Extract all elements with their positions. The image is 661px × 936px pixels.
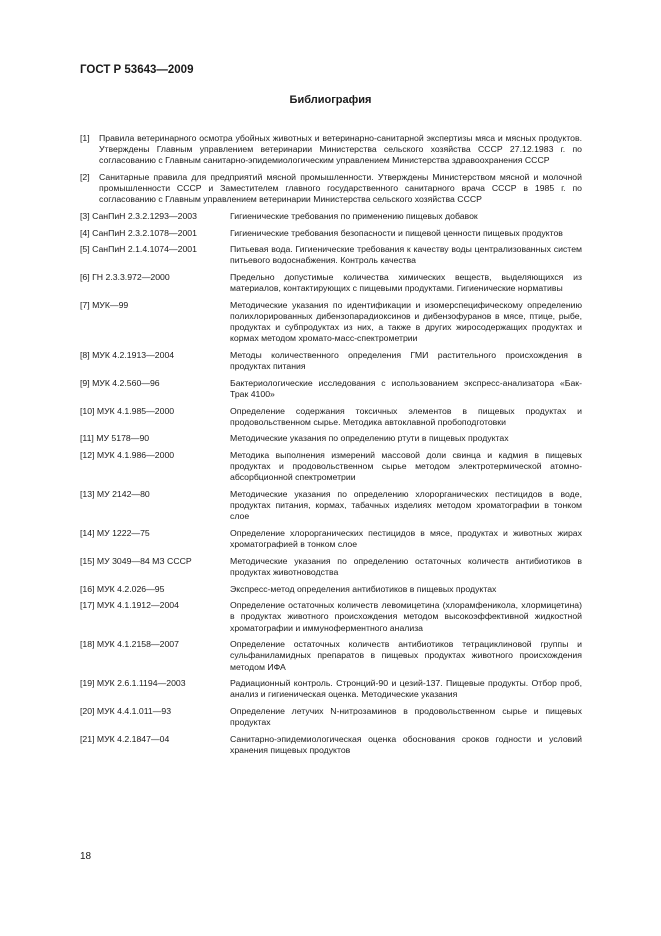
- entry-text: Предельно допустимые количества химических веществ, выделяющихся из материалов, контактирующих с пищевыми продуктами. Гигиенические нормативы: [230, 271, 582, 294]
- bibliography-entry: [80, 350, 582, 372]
- entry-text: Питьевая вода. Гигиенические требования к качеству воды централизованных систем питьевого водоснабжения. Контроль качества: [230, 244, 582, 266]
- entry-text: Гигиенические требования по применению пищевых добавок: [230, 211, 478, 221]
- entry-code: [9] МУК 4.2.560—96: [80, 377, 160, 388]
- entry-number: [1]: [80, 133, 90, 143]
- entry-text: Санитарные правила для предприятий мясной промышленности. Утверждены Министерством мясной и молочной промышленности СССР и Заместителем главного государственного санитарного врача СССР в 1985 г. по согласованию с Главным управлением ветеринарии Министерства сельского хозяйства СССР: [99, 172, 582, 205]
- entry-code: [20] МУК 4.4.1.011—93: [80, 705, 172, 716]
- bibliography-entry: [80, 433, 582, 444]
- bibliography-entry: [80, 228, 582, 239]
- bibliography-entry: [80, 489, 582, 523]
- bibliography-entry: [80, 639, 582, 673]
- bibliography-entry: [80, 406, 582, 428]
- entry-code: [3] СанПиН 2.3.2.1293—2003: [80, 211, 197, 221]
- bibliography-entry: [80, 678, 582, 700]
- bibliography-entry: [80, 600, 582, 634]
- entry-code: [11] МУ 5178—90: [80, 433, 150, 444]
- entry-text: Методические указания по идентификации и изомерспецифическому определению полихлорированных дибензопарадиоксинов и дибензофуранов в мясе, птице, рыбе, продуктах и субпродуктах из них, а также в других жиросодержащих продуктах и кормах методом хромато-масс-спектрометрии: [230, 299, 582, 344]
- entry-text: Определение содержания токсичных элементов в пищевых продуктах и продовольственном сырье. Методика автоклавной пробоподготовки: [230, 405, 582, 427]
- page-number: 18: [80, 851, 92, 862]
- entry-code: [15] МУ 3049—84 МЗ СССР: [80, 555, 192, 566]
- entry-number: [2]: [80, 172, 90, 182]
- entry-code: [14] МУ 1222—75: [80, 527, 150, 538]
- entry-code: [16] МУК 4.2.026—95: [80, 583, 165, 594]
- bibliography-entry: [80, 706, 582, 728]
- document-header: ГОСТ Р 53643—2009: [80, 64, 194, 76]
- bibliography-entry: [80, 734, 582, 756]
- bibliography-entry: [80, 244, 582, 266]
- entry-code: [12] МУК 4.1.986—2000: [80, 449, 175, 460]
- entry-code: [17] МУК 4.1.1912—2004: [80, 600, 179, 611]
- bibliography-entry: [80, 300, 582, 345]
- entry-code: [13] МУ 2142—80: [80, 488, 150, 499]
- entry-text: Бактериологические исследования с использованием экспресс-анализатора «Бак-Трак 4100»: [230, 377, 582, 399]
- entry-text: Методика выполнения измерений массовой доли свинца и кадмия в пищевых продуктах и продовольственном сырье методом электротермической атомно-абсорбционной спектрометрии: [230, 449, 582, 483]
- entry-code: [18] МУК 4.1.2158—2007: [80, 639, 179, 650]
- entry-text: Определение летучих N-нитрозаминов в продовольственном сырье и пищевых продуктах: [230, 705, 582, 728]
- entry-text: Радиационный контроль. Стронций-90 и цезий-137. Пищевые продукты. Отбор проб, анализ и гигиеническая оценка. Методические указания: [230, 678, 582, 700]
- entry-text: Определение остаточных количеств антибиотиков тетрациклиновой группы и сульфаниламидных препаратов в пищевых продуктах животного происхождения методом ИФА: [230, 639, 582, 672]
- bibliography-entry: [80, 133, 582, 167]
- entry-text: Экспресс-метод определения антибиотиков в пищевых продуктах: [230, 583, 497, 594]
- bibliography-entry: [80, 378, 582, 400]
- bibliography-entry: [80, 450, 582, 484]
- entry-code: [8] МУК 4.2.1913—2004: [80, 349, 175, 360]
- entry-text: Методы количественного определения ГМИ растительного происхождения в продуктах питания: [230, 349, 582, 372]
- entry-text: Правила ветеринарного осмотра убойных животных и ветеринарно-санитарной экспертизы мяса и мясных продуктов. Утверждены Главным управлением ветеринарии Министерства сельского хозяйства СССР 27.12.1983 г. по согласованию с Главным санитарно-эпидемиологическим управлением Министерства здравоохранения СССР: [99, 133, 582, 166]
- entry-text: Методические указания по определению ртути в пищевых продуктах: [230, 433, 509, 444]
- entry-text: Санитарно-эпидемиологическая оценка обоснования сроков годности и условий хранения пищевых продуктов: [230, 733, 582, 755]
- bibliography-list: [80, 133, 582, 762]
- entry-text: Гигиенические требования безопасности и пищевой ценности пищевых продуктов: [230, 227, 563, 238]
- entry-code: [4] СанПиН 2.3.2.1078—2001: [80, 227, 197, 238]
- bibliography-entry: [80, 556, 582, 578]
- bibliography-entry: [80, 584, 582, 595]
- bibliography-entry: [80, 172, 582, 206]
- entry-code: [19] МУК 2.6.1.1194—2003: [80, 678, 186, 689]
- entry-code: [10] МУК 4.1.985—2000: [80, 405, 175, 416]
- entry-code: [5] СанПиН 2.1.4.1074—2001: [80, 244, 197, 255]
- bibliography-entry: [80, 528, 582, 550]
- entry-text: Определение хлорорганических пестицидов в мясе, продуктах и животных жирах хроматографией в тонком слое: [230, 527, 582, 550]
- entry-text: Методические указания по определению остаточных количеств антибиотиков в продуктах животноводства: [230, 555, 582, 577]
- bibliography-entry: [80, 272, 582, 294]
- bibliography-entry: [80, 211, 582, 222]
- entry-code: [6] ГН 2.3.3.972—2000: [80, 271, 170, 282]
- entry-code: [7] МУК—99: [80, 299, 129, 310]
- entry-text: Методические указания по определению хлорорганических пестицидов в воде, продуктах питания, кормах, табачных изделиях методом хроматографии в тонком слое: [230, 488, 582, 522]
- entry-text: Определение остаточных количеств левомицетина (хлорамфеникола, хлормицетина) в продуктах животного происхождения методом высокоэффективной жидкостной хроматографии и иммуноферментного анализа: [230, 600, 582, 633]
- entry-code: [21] МУК 4.2.1847—04: [80, 733, 170, 744]
- page-title: Библиография: [289, 94, 372, 106]
